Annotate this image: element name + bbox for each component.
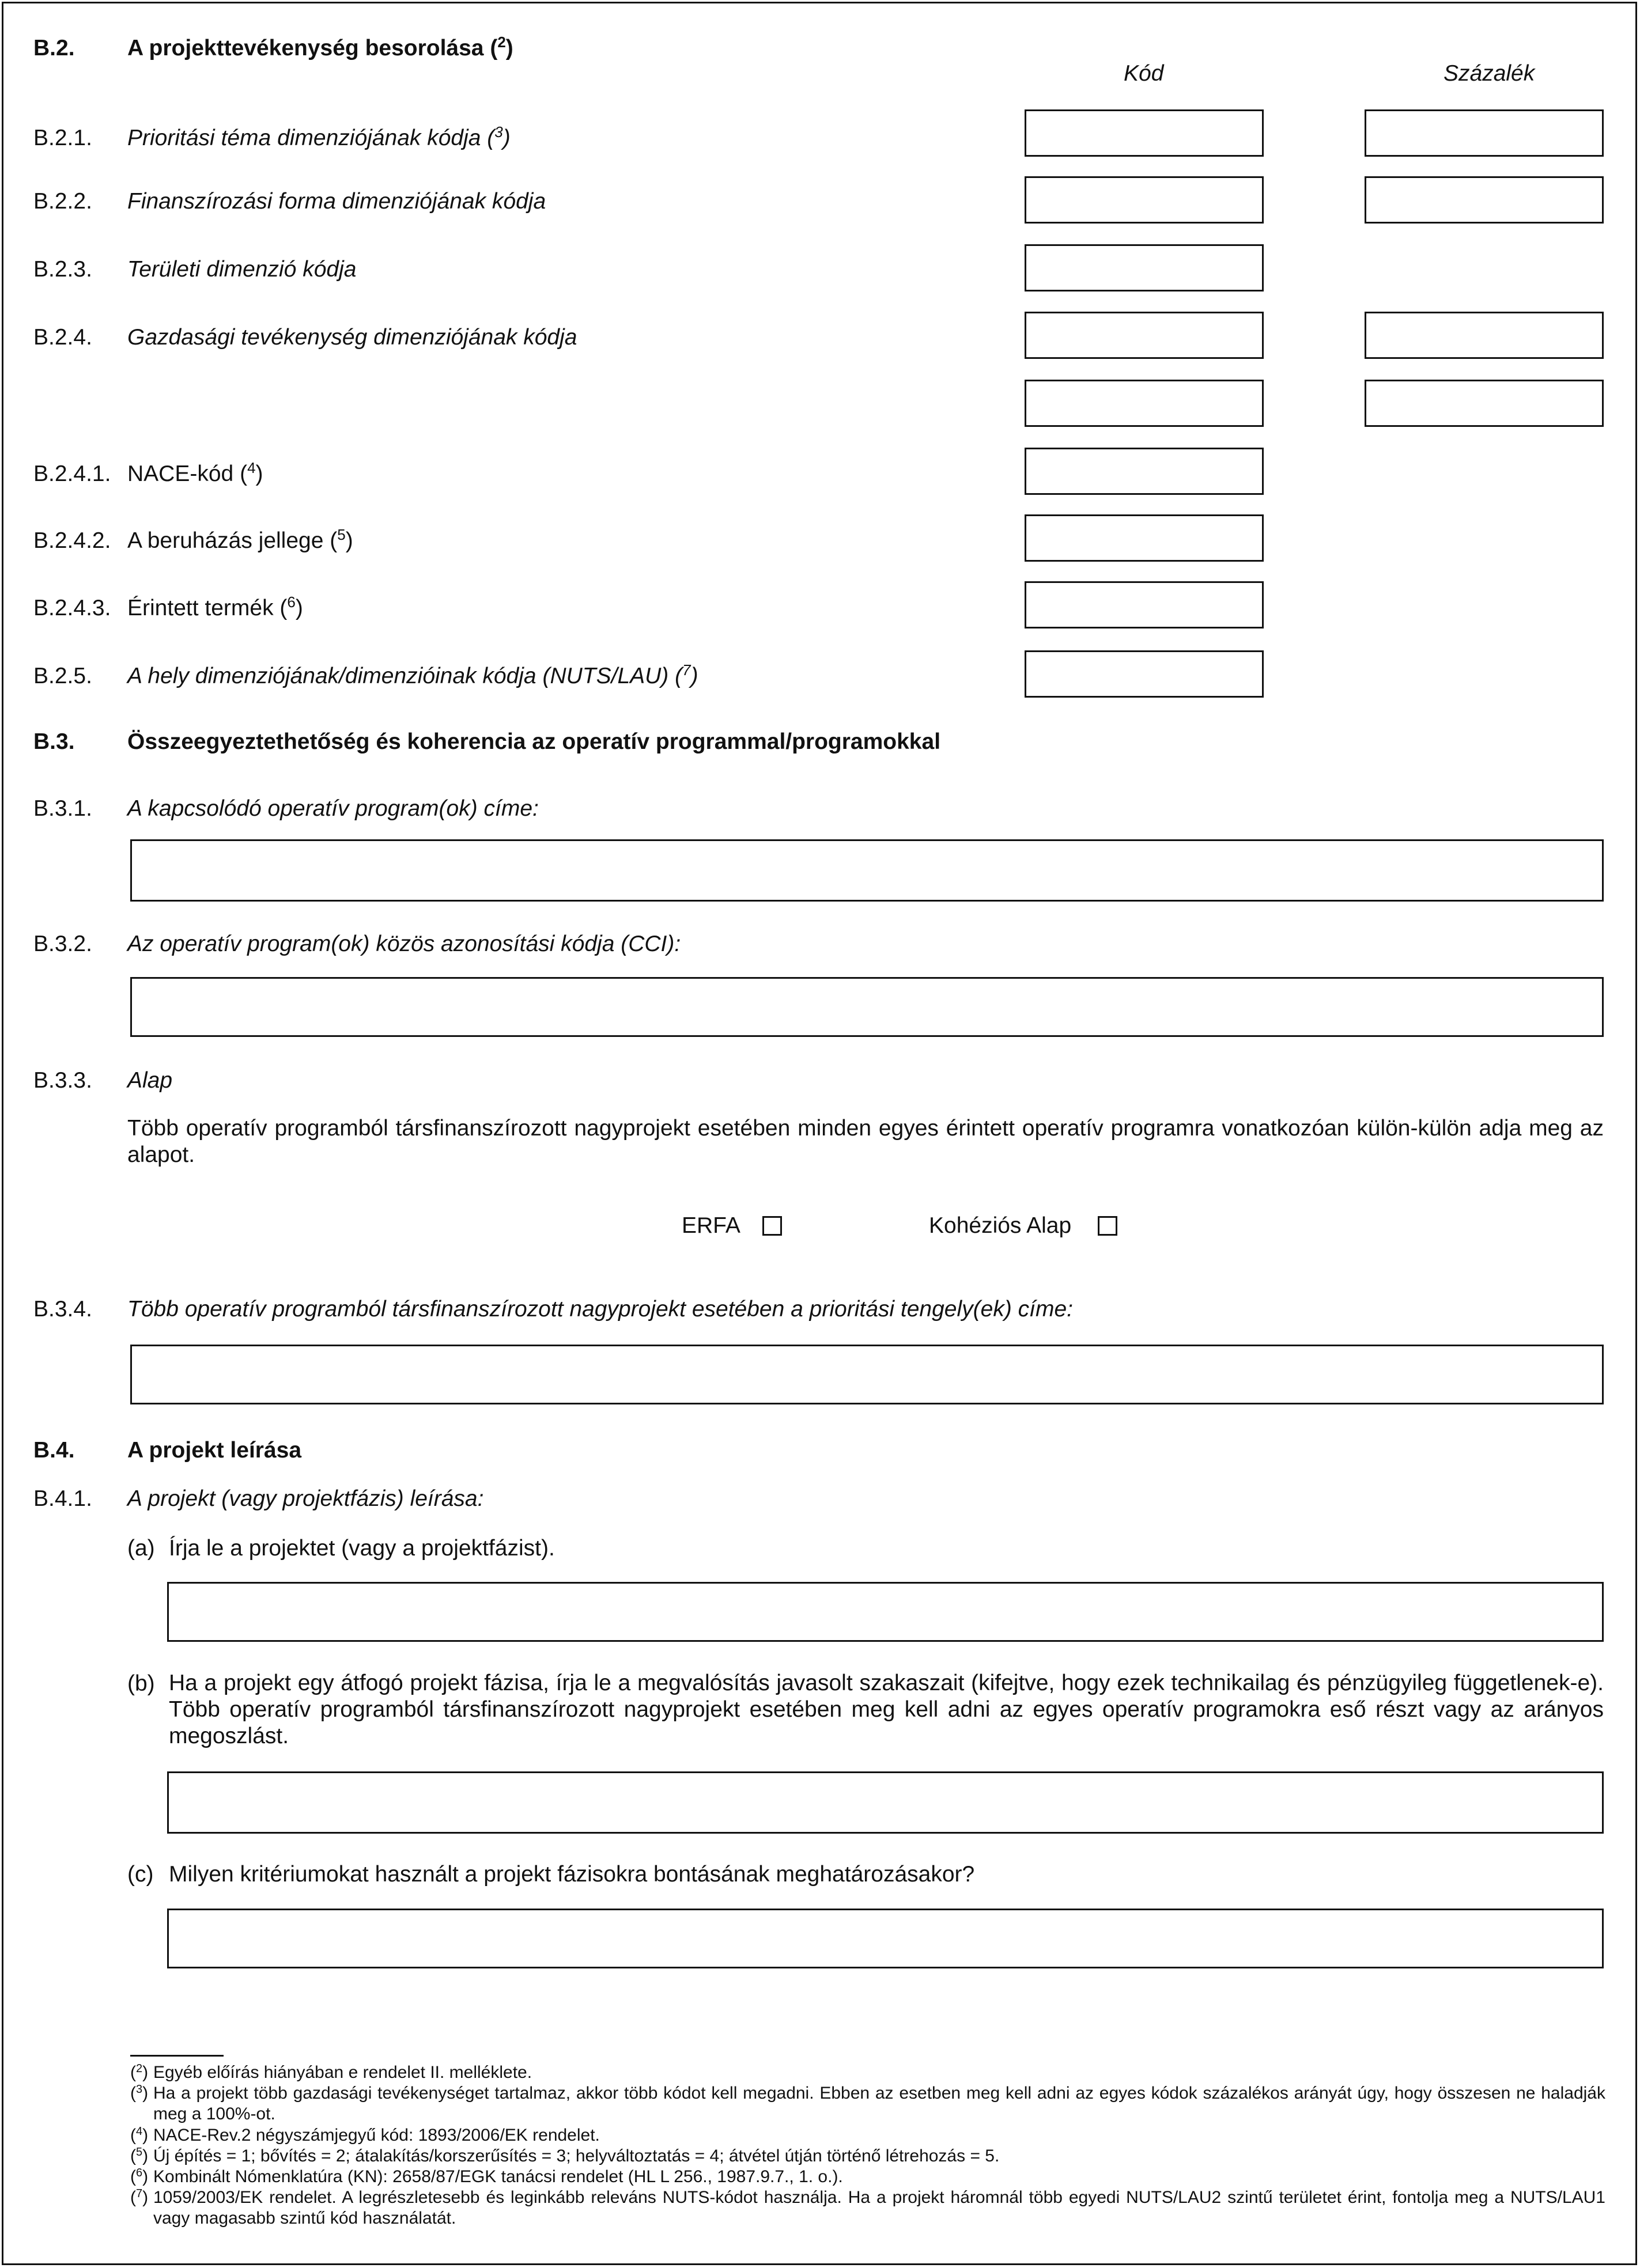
row-b243-label: Érintett termék ($^6$) — [127, 593, 303, 620]
b24-szazalek-input-2[interactable] — [1365, 380, 1604, 427]
b24-kod-input-2[interactable] — [1025, 380, 1264, 427]
row-b21-number: B.2.1. — [33, 126, 92, 150]
footnote-4: ($^4$) NACE-Rev.2 négyszámjegyű kód: 1893/2006/EK rendelet. — [130, 2125, 600, 2145]
b21-szazalek-input[interactable] — [1365, 109, 1604, 157]
row-b21-label: Prioritási téma dimenziójának kódja ($^3$) — [127, 123, 511, 150]
item-b-letter: (b) — [127, 1671, 155, 1696]
row-b25-label: A hely dimenziójának/dimenzióinak kódja (NUTS/LAU) ($^7$) — [127, 661, 698, 688]
row-b34-number: B.3.4. — [33, 1297, 92, 1322]
footnote-7: ($^7$) 1059/2003/EK rendelet. A legrészletesebb és leginkább releváns NUTS-kódot használja. Ha a projekt háromnál több egyedi NUTS/LAU2 szintű területet érint, fontolja meg a NUTS/LAU1 vagy magasabb szintű kód használatát. — [130, 2187, 1605, 2228]
option-kohezios-alap-label: Kohéziós Alap — [929, 1213, 1072, 1238]
b21-kod-input[interactable] — [1025, 109, 1264, 157]
b33-instruction-text: Több operatív programból társfinanszírozott nagyprojekt esetében minden egyes érintett operatív programra vonatkozóan külön-külön adja meg az alapot. — [127, 1116, 1604, 1167]
row-b31-number: B.3.1. — [33, 796, 92, 821]
option-erfa-checkbox[interactable] — [762, 1216, 782, 1236]
row-b41-number: B.4.1. — [33, 1486, 92, 1511]
option-kohezios-alap-checkbox[interactable] — [1098, 1216, 1117, 1236]
b243-kod-input[interactable] — [1025, 581, 1264, 628]
b31-program-title-input[interactable] — [130, 839, 1604, 902]
item-c-text: Milyen kritériumokat használt a projekt fázisokra bontásának meghatározásakor? — [169, 1862, 975, 1887]
row-b32-number: B.3.2. — [33, 932, 92, 956]
b22-kod-input[interactable] — [1025, 176, 1264, 224]
b25-kod-input[interactable] — [1025, 650, 1264, 698]
section-b4-number: B.4. — [33, 1438, 75, 1463]
row-b242-label: A beruházás jellege ($^5$) — [127, 526, 353, 553]
item-b-text: Ha a projekt egy átfogó projekt fázisa, írja le a megvalósítás javasolt szakaszait (kifejtve, hogy ezek technikailag és pénzügyileg függetlenek-e). Több operatív programból társfinanszírozott nagyprojekt esetében meg kell adni az egyes operatív programokra eső részt vagy az arányos megoszlást. — [169, 1671, 1604, 1748]
option-erfa-label: ERFA — [682, 1213, 740, 1238]
row-b22-number: B.2.2. — [33, 189, 92, 214]
row-b243-number: B.2.4.3. — [33, 596, 111, 620]
footnote-3: ($^3$) Ha a projekt több gazdasági tevékenységet tartalmaz, akkor több kódot kell megadni. Ebben az esetben meg kell adni az egyes kódok százalékos arányát úgy, hogy összesen ne haladják meg a 100%-ot. — [130, 2083, 1605, 2123]
item-a-input[interactable] — [167, 1582, 1604, 1642]
row-b25-number: B.2.5. — [33, 664, 92, 688]
item-b-input[interactable] — [167, 1771, 1604, 1834]
b23-kod-input[interactable] — [1025, 244, 1264, 291]
b24-kod-input-1[interactable] — [1025, 312, 1264, 359]
row-b34-label: Több operatív programból társfinanszírozott nagyprojekt esetében a prioritási tengely(ek) címe: — [127, 1297, 1073, 1322]
row-b32-label: Az operatív program(ok) közös azonosítási kódja (CCI): — [127, 932, 681, 956]
item-a-letter: (a) — [127, 1536, 155, 1561]
section-b4-title: A projekt leírása — [127, 1438, 302, 1463]
row-b41-label: A projekt (vagy projektfázis) leírása: — [127, 1486, 484, 1511]
item-c-letter: (c) — [127, 1862, 154, 1887]
b34-priority-axis-input[interactable] — [130, 1345, 1604, 1404]
footnote-separator — [130, 2055, 224, 2057]
row-b23-number: B.2.3. — [33, 257, 92, 282]
row-b33-number: B.3.3. — [33, 1068, 92, 1093]
row-b31-label: A kapcsolódó operatív program(ok) címe: — [127, 796, 539, 821]
section-b3-title: Összeegyeztethetőség és koherencia az operatív programmal/programokkal — [127, 729, 941, 754]
column-header-szazalek: Százalék — [1443, 61, 1535, 86]
b24-szazalek-input-1[interactable] — [1365, 312, 1604, 359]
row-b241-label: NACE-kód ($^4$) — [127, 459, 263, 486]
row-b241-number: B.2.4.1. — [33, 461, 111, 486]
b22-szazalek-input[interactable] — [1365, 176, 1604, 224]
section-b3-number: B.3. — [33, 729, 75, 754]
section-b2-number: B.2. — [33, 36, 75, 60]
column-header-kod: Kód — [1124, 61, 1164, 86]
b32-cci-input[interactable] — [130, 977, 1604, 1037]
footnote-2: ($^2$) Egyéb előírás hiányában e rendelet II. melléklete. — [130, 2062, 532, 2082]
row-b23-label: Területi dimenzió kódja — [127, 257, 357, 282]
row-b33-label: Alap — [127, 1068, 173, 1093]
section-b2-title: A projekttevékenység besorolása ($^2$) — [127, 33, 513, 60]
row-b242-number: B.2.4.2. — [33, 528, 111, 553]
item-c-input[interactable] — [167, 1909, 1604, 1968]
footnote-6: ($^6$) Kombinált Nómenklatúra (KN): 2658/87/EGK tanácsi rendelet (HL L 256., 1987.9.7., 1. o.). — [130, 2167, 843, 2186]
item-a-text: Írja le a projektet (vagy a projektfázist). — [169, 1536, 555, 1561]
row-b24-number: B.2.4. — [33, 325, 92, 350]
b241-kod-input[interactable] — [1025, 448, 1264, 495]
row-b24-label: Gazdasági tevékenység dimenziójának kódja — [127, 325, 577, 350]
row-b22-label: Finanszírozási forma dimenziójának kódja — [127, 189, 546, 214]
footnote-5: ($^5$) Új építés = 1; bővítés = 2; átalakítás/korszerűsítés = 3; helyváltoztatás = 4; átvétel útján történő létrehozás = 5. — [130, 2146, 1000, 2165]
b242-kod-input[interactable] — [1025, 514, 1264, 562]
